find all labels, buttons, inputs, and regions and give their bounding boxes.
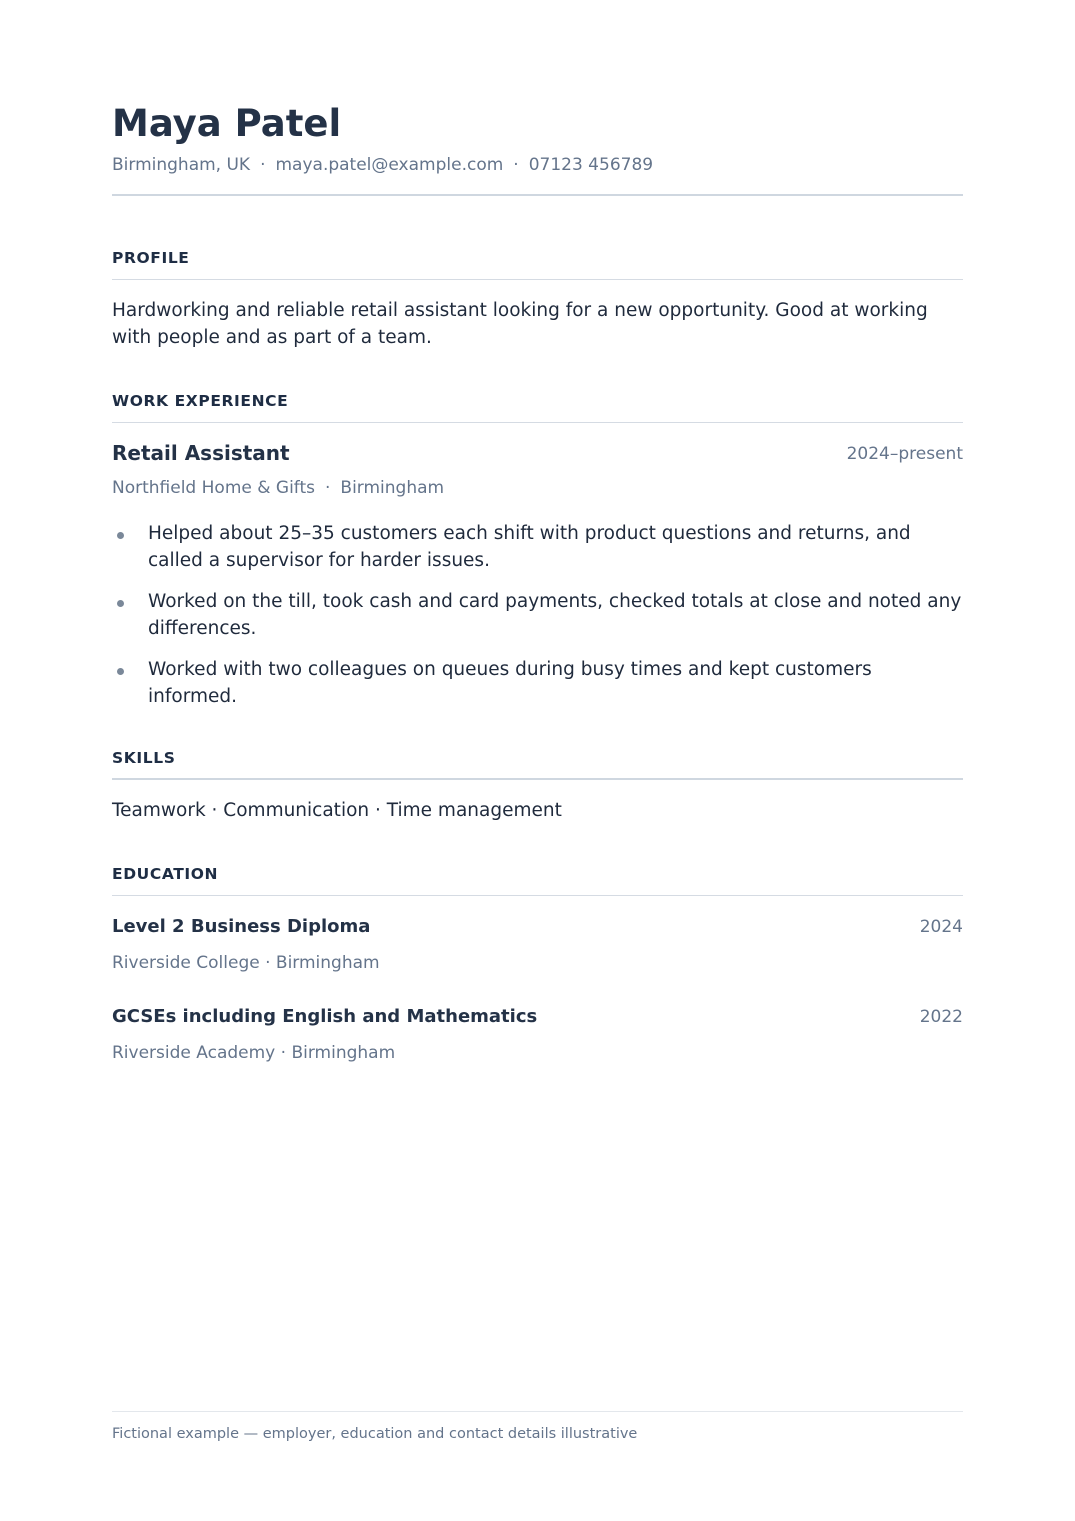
- education-qualification: GCSEs including English and Mathematics: [112, 1006, 538, 1027]
- education-year: 2024: [919, 917, 963, 937]
- contact-phone: 07123 456789: [528, 155, 654, 175]
- bullet-dot-icon: [117, 668, 124, 675]
- job-location: Birmingham: [340, 478, 445, 498]
- bullet-dot-icon: [117, 532, 124, 539]
- bullet-dot-icon: [117, 600, 124, 607]
- education-qualification: Level 2 Business Diploma: [112, 916, 371, 937]
- contact-email: maya.patel@example.com: [275, 155, 504, 175]
- contact-line: [112, 154, 653, 176]
- job-employer-line: [112, 477, 444, 499]
- profile-heading: PROFILE: [112, 249, 190, 267]
- list-item: [112, 588, 963, 642]
- footer-divider: [112, 1411, 963, 1412]
- candidate-name: Maya Patel: [112, 102, 342, 145]
- contact-separator: ·: [513, 155, 519, 175]
- job-dates: 2024–present: [846, 444, 963, 464]
- contact-separator: ·: [260, 155, 266, 175]
- footer-note: Fictional example — employer, education and contact details illustrative: [112, 1426, 638, 1442]
- job-separator: ·: [325, 478, 331, 498]
- bullet-text: Helped about 25–35 customers each shift with product questions and returns, and called a supervisor for harder issues.: [148, 523, 911, 571]
- bullet-text: Worked on the till, took cash and card payments, checked totals at close and noted any differences.: [148, 591, 962, 639]
- skills-divider: [112, 778, 963, 780]
- education-heading: EDUCATION: [112, 865, 219, 883]
- job-bullet-list: [112, 520, 963, 724]
- profile-divider: [112, 279, 963, 280]
- education-year: 2022: [919, 1007, 963, 1027]
- skills-text: Teamwork · Communication · Time management: [112, 800, 562, 821]
- list-item: [112, 656, 963, 710]
- contact-location: Birmingham, UK: [112, 155, 251, 175]
- list-item: [112, 520, 963, 574]
- experience-heading: WORK EXPERIENCE: [112, 392, 289, 410]
- education-institution: Riverside Academy · Birmingham: [112, 1043, 396, 1063]
- skills-heading: SKILLS: [112, 749, 176, 767]
- bullet-text: Worked with two colleagues on queues during busy times and kept customers informed.: [148, 659, 872, 707]
- job-employer: Northfield Home & Gifts: [112, 478, 316, 498]
- experience-divider: [112, 422, 963, 423]
- education-institution: Riverside College · Birmingham: [112, 953, 380, 973]
- education-divider: [112, 895, 963, 896]
- header-divider: [112, 194, 963, 196]
- job-role: Retail Assistant: [112, 441, 290, 465]
- profile-text: Hardworking and reliable retail assistant looking for a new opportunity. Good at working with people and as part of a team.: [112, 300, 928, 348]
